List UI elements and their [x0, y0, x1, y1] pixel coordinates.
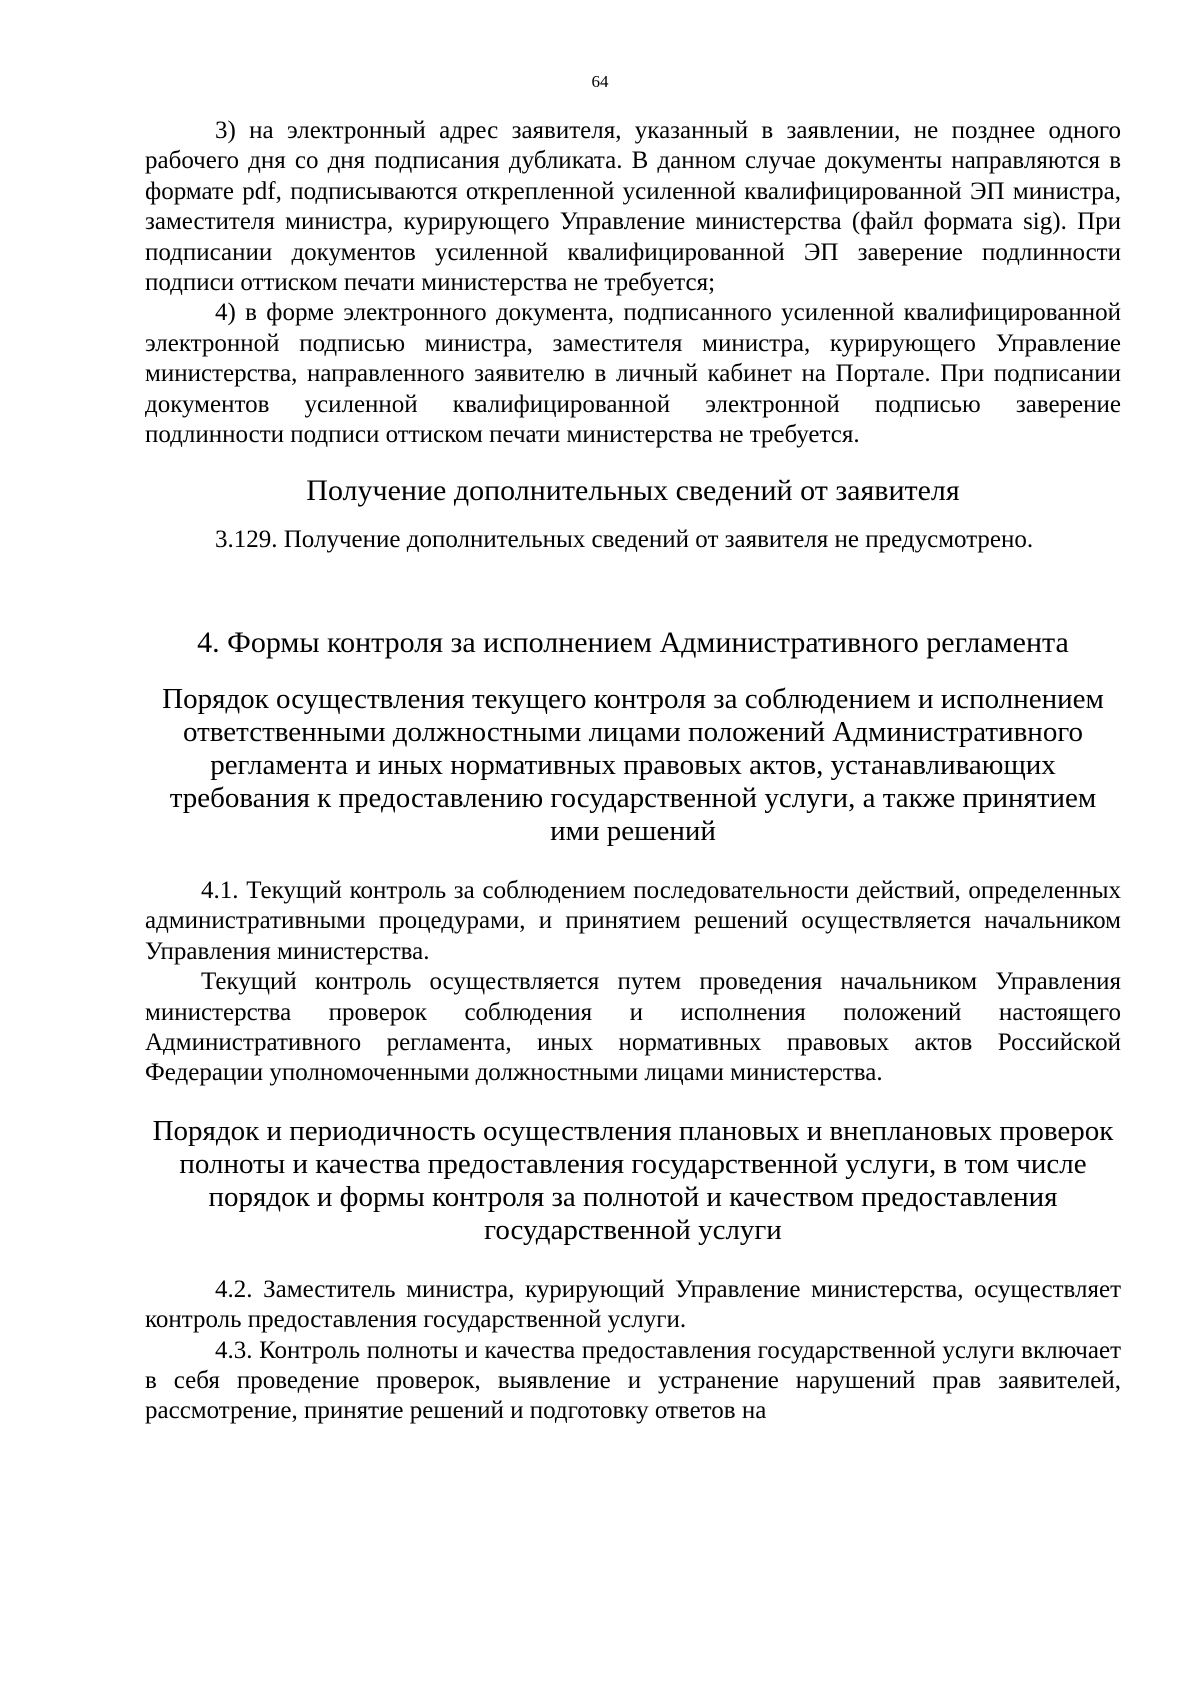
paragraph-4-2: 4.2. Заместитель министра, курирующий Управление министерства, осуществляет контроль предоставления государственной услуги.: [145, 1275, 1121, 1334]
paragraph-current-control: Текущий контроль осуществляется путем проведения начальником Управления министерства проверок соблюдения и исполнения положений настоящего Административного регламента, иных нормативных правовых актов Российской Федерации уполномоченными должностными лицами министерства.: [145, 968, 1121, 1087]
heading-additional-info: Получение дополнительных сведений от заявителя: [306, 474, 960, 508]
paragraph-4-1: 4.1. Текущий контроль за соблюдением последовательности действий, определенных административными процедурами, и принятием решений осуществляется начальником Управления министерства.: [145, 876, 1121, 965]
page-content: [145, 116, 1121, 1427]
heading-section-4: 4. Формы контроля за исполнением Административного регламента: [197, 625, 1069, 659]
paragraph-3-129: 3.129. Получение дополнительных сведений от заявителя не предусмотрено.: [215, 526, 1034, 554]
heading-current-control: Порядок осуществления текущего контроля за соблюдением и исполнением ответственными должностными лицами положений Административного регламента и иных нормативных правовых актов, устанавливающих требования к предоставлению государственной услуги, а также принятием ими решений: [162, 682, 1104, 847]
paragraph-item-4: 4) в форме электронного документа, подписанного усиленной квалифицированной электронной подписью министра, заместителя министра, курирующего Управление министерства, направленного заявителю в личный кабинет на Портале. При подписании документов усиленной квалифицированной электронной подписью заверение подлинности подписи оттиском печати министерства не требуется.: [145, 299, 1121, 449]
paragraph-item-3: 3) на электронный адрес заявителя, указанный в заявлении, не позднее одного рабочего дня со дня подписания дубликата. В данном случае документы направляются в формате pdf, подписываются открепленной усиленной квалифицированной ЭП министра, заместителя министра, курирующего Управление министерства (файл формата sig). При подписании документов усиленной квалифицированной ЭП заверение подлинности подписи оттиском печати министерства не требуется;: [145, 117, 1121, 297]
page-number: 64: [591, 72, 609, 91]
heading-inspections: Порядок и периодичность осуществления плановых и внеплановых проверок полноты и качества предоставления государственной услуги, в том числе порядок и формы контроля за полнотой и качеством предоставления государственной услуги: [152, 1114, 1114, 1246]
paragraph-4-3: 4.3. Контроль полноты и качества предоставления государственной услуги включает в себя проведение проверок, выявление и устранение нарушений прав заявителей, рассмотрение, принятие решений и подготовку ответов на: [145, 1336, 1121, 1425]
